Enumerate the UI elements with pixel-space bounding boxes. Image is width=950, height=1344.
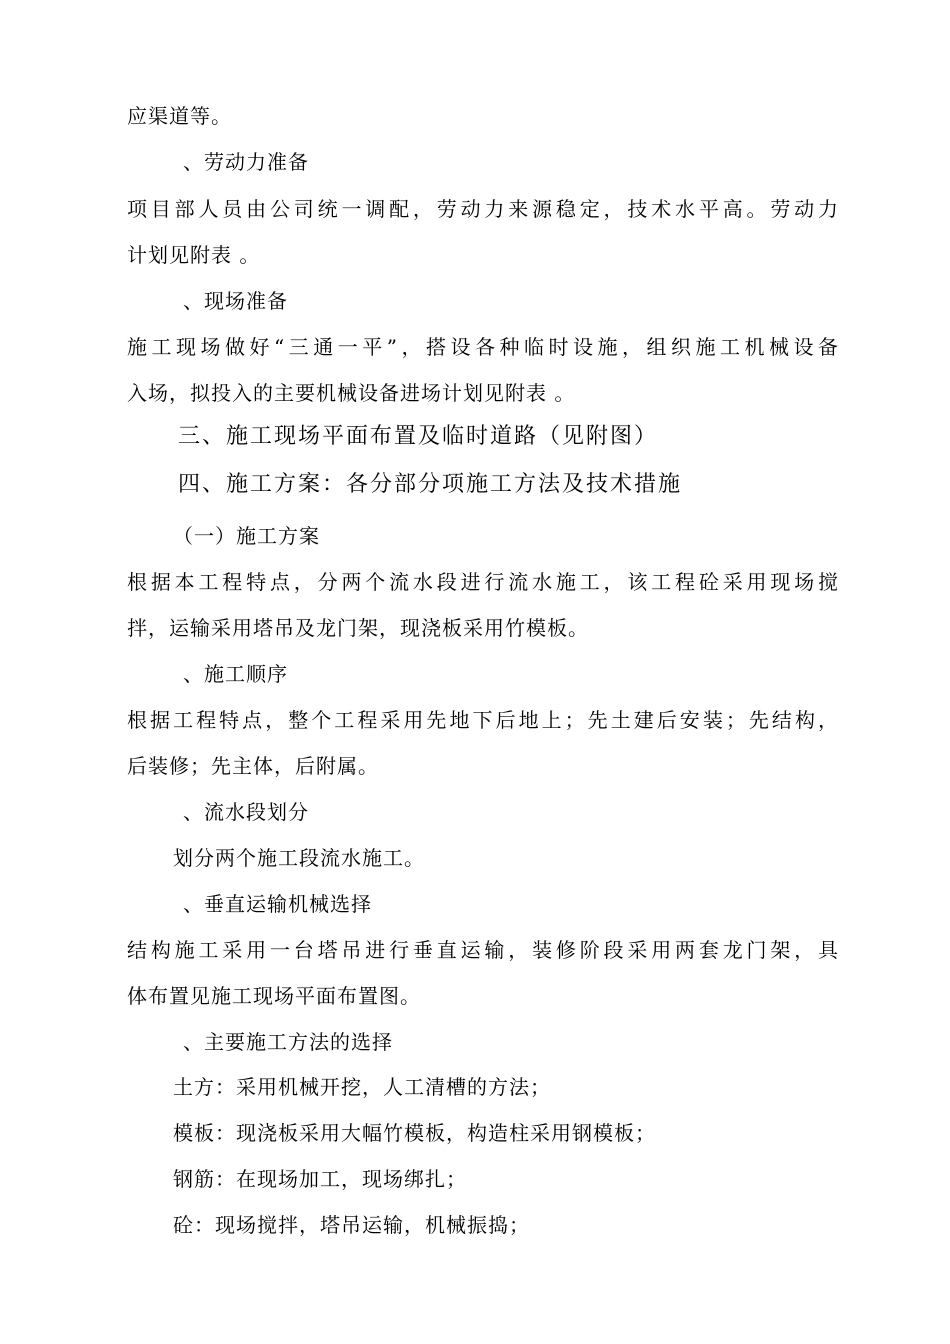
paragraph-continuation: 应渠道等。 <box>127 104 232 128</box>
method-earthwork: 土方：采用机械开挖，人工清槽的方法； <box>173 1075 551 1099</box>
section-heading-site: 、现场准备 <box>183 289 288 313</box>
paragraph-site-line-1: 施工现场做好“三通一平”，搭设各种临时设施，组织施工机械设备 <box>127 335 839 359</box>
section-heading-methods: 、主要施工方法的选择 <box>183 1030 393 1054</box>
subsection-heading-1: （一）施工方案 <box>173 524 320 548</box>
paragraph-site-line-2: 入场，拟投入的主要机械设备进场计划见附表 。 <box>127 381 576 405</box>
paragraph-scheme-line-2: 拌，运输采用塔吊及龙门架，现浇板采用竹模板。 <box>127 616 589 640</box>
section-heading-sequence: 、施工顺序 <box>183 662 288 686</box>
paragraph-transport-line-2: 体布置见施工现场平面布置图。 <box>127 984 421 1008</box>
paragraph-labor-line-2: 计划见附表 。 <box>127 243 261 267</box>
method-rebar: 钢筋：在现场加工，现场绑扎； <box>173 1167 467 1191</box>
section-heading-vertical-transport: 、垂直运输机械选择 <box>183 892 372 916</box>
section-heading-labor: 、劳动力准备 <box>183 150 309 174</box>
section-heading-segments: 、流水段划分 <box>183 800 309 824</box>
method-formwork: 模板：现浇板采用大幅竹模板，构造柱采用钢模板； <box>173 1121 656 1145</box>
paragraph-segments: 划分两个施工段流水施工。 <box>173 846 425 870</box>
paragraph-transport-line-1: 结构施工采用一台塔吊进行垂直运输，装修阶段采用两套龙门架，具 <box>127 938 839 962</box>
chapter-heading-3: 三、施工现场平面布置及临时道路（见附图） <box>178 424 659 449</box>
paragraph-sequence-line-1: 根据工程特点，整个工程采用先地下后地上；先土建后安装；先结构， <box>127 708 839 732</box>
paragraph-scheme-line-1: 根据本工程特点，分两个流水段进行流水施工，该工程砼采用现场搅 <box>127 570 839 594</box>
method-concrete: 砼：现场搅拌，塔吊运输，机械振捣； <box>173 1213 530 1237</box>
paragraph-sequence-line-2: 后装修；先主体，后附属。 <box>127 754 379 778</box>
chapter-heading-4: 四、施工方案：各分部分项施工方法及技术措施 <box>178 472 683 497</box>
paragraph-labor-line-1: 项目部人员由公司统一调配，劳动力来源稳定，技术水平高。劳动力 <box>127 197 839 221</box>
